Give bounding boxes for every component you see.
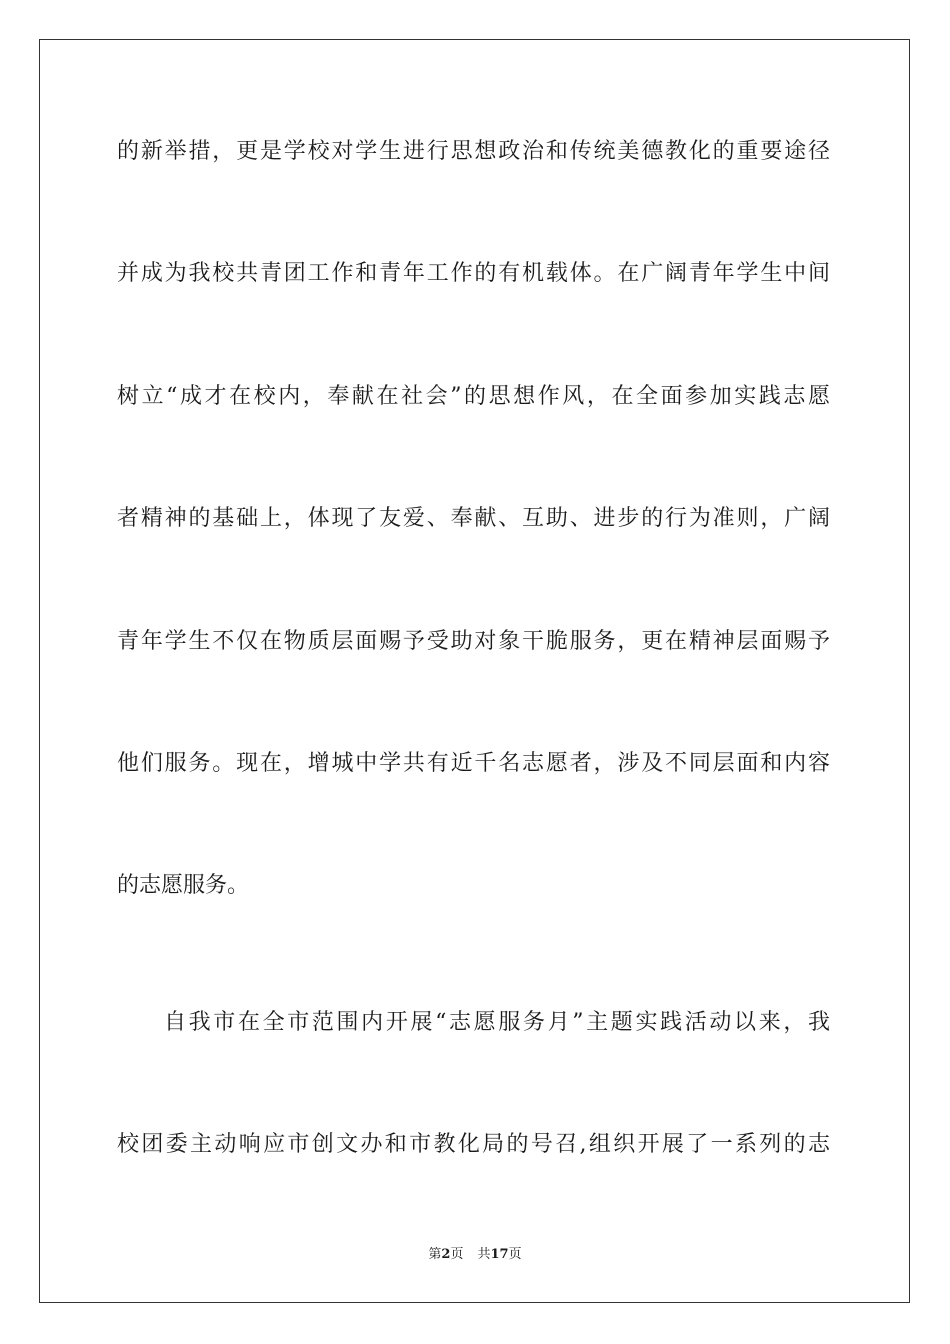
body-line-1: 的新举措，更是学校对学生进行思想政治和传统美德教化的重要途径 — [117, 139, 830, 164]
footer-page-number: 2 — [441, 1247, 451, 1262]
body-line-9: 校团委主动响应市创文办和市教化局的号召,组织开展了一系列的志 — [117, 1132, 830, 1157]
footer-total-suffix: 页 — [508, 1247, 522, 1262]
body-line-2: 并成为我校共青团工作和青年工作的有机载体。在广阔青年学生中间 — [117, 261, 830, 286]
page-footer — [0, 1246, 950, 1264]
footer-total-prefix: 共 — [477, 1247, 491, 1262]
page-border — [39, 39, 910, 1303]
footer-page-prefix: 第 — [428, 1247, 442, 1262]
body-line-3: 树立“成才在校内，奉献在社会”的思想作风，在全面参加实践志愿 — [117, 384, 830, 409]
body-line-5: 青年学生不仅在物质层面赐予受助对象干脆服务，更在精神层面赐予 — [117, 629, 830, 654]
body-line-7: 的志愿服务。 — [117, 873, 250, 898]
body-line-4: 者精神的基础上，体现了友爱、奉献、互助、进步的行为准则，广阔 — [117, 506, 830, 531]
body-line-6: 他们服务。现在，增城中学共有近千名志愿者，涉及不同层面和内容 — [117, 751, 830, 776]
footer-page-suffix: 页 — [450, 1247, 464, 1262]
body-line-8: 自我市在全市范围内开展“志愿服务月”主题实践活动以来，我 — [164, 1010, 830, 1035]
footer-total-pages: 17 — [490, 1247, 509, 1262]
